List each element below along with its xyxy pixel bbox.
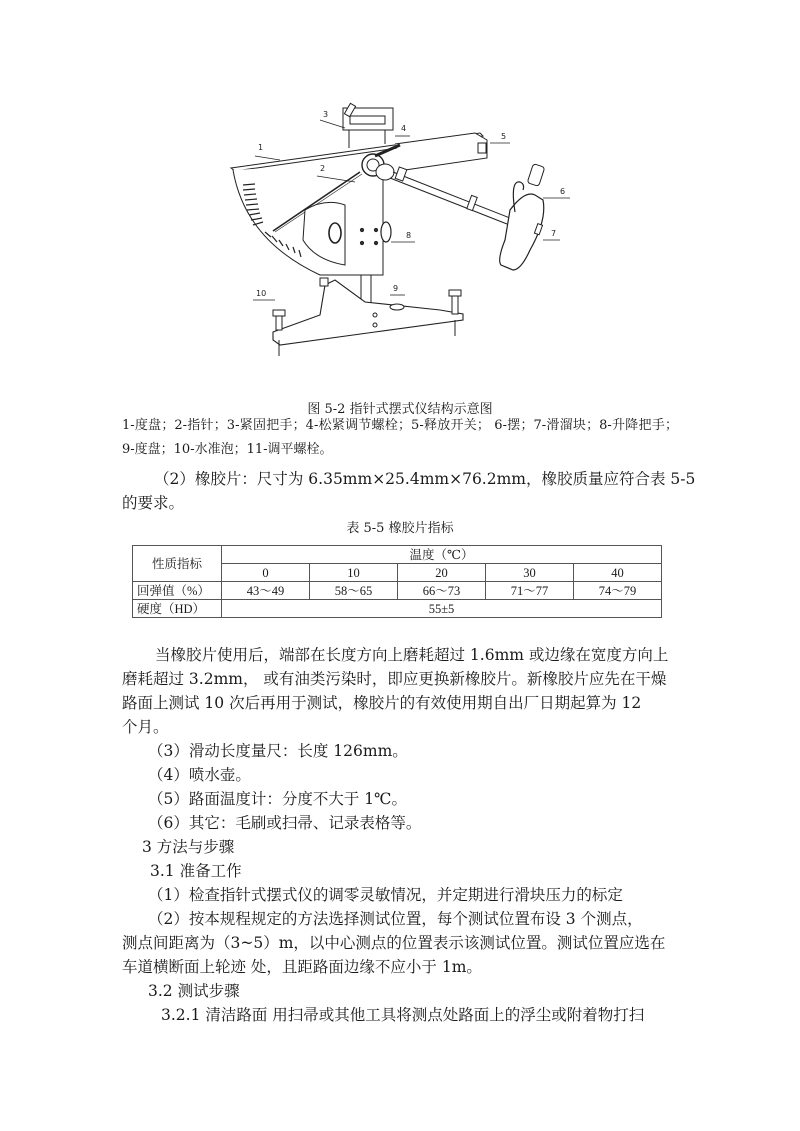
temp-cell: 40: [574, 564, 662, 582]
temp-cell: 0: [222, 564, 310, 582]
temp-cell: 10: [310, 564, 398, 582]
table-cell: 58～65: [310, 582, 398, 600]
pendulum-tester-diagram: [225, 100, 605, 370]
header-temperature: 温度（℃）: [222, 546, 662, 564]
table-cell: 74～79: [574, 582, 662, 600]
table-cell: 43～49: [222, 582, 310, 600]
wear-line-3: 路面上测试 10 次后再用于测试，橡胶片的有效使用期自出厂日期起算为 12: [122, 694, 642, 712]
callout-labels: [225, 100, 605, 370]
wear-line-4: 个月。: [122, 718, 169, 736]
callout-2: 2: [320, 164, 326, 173]
item-4: （4）喷水壶。: [148, 766, 251, 784]
callout-3: 3: [323, 110, 329, 119]
wear-line-2: 磨耗超过 3.2mm， 或有油类污染时，即应更换新橡胶片。新橡胶片应先在干燥: [122, 670, 667, 688]
figure-legend: 1-度盘；2-指针；3-紧固把手；4-松紧调节螺栓；5-释放开关； 6-摆；7-滑溜块；8-升降把手；9-度盘；10-水准泡；11-调平螺栓。: [122, 418, 678, 457]
table-cell: 66～73: [398, 582, 486, 600]
wear-line-1: 当橡胶片使用后，端部在长度方向上磨耗超过 1.6mm 或边缘在宽度方向上: [155, 646, 669, 664]
rubber-item: （2）橡胶片：尺寸为 6.35mm×25.4mm×76.2mm，橡胶质量应符合表 5-5: [154, 470, 696, 488]
rubber-spec-table: [132, 545, 662, 618]
table-caption: 表 5-5 橡胶片指标: [346, 521, 454, 536]
row-label: 回弹值（%）: [133, 582, 222, 600]
step-2-line-2: 测点间距离为（3~5）m，以中心测点的位置表示该测试位置。测试位置应选在: [122, 934, 666, 952]
item-3: （3）滑动长度量尺：长度 126mm。: [148, 742, 408, 760]
table-cell: 55±5: [222, 600, 662, 618]
callout-4: 4: [401, 124, 407, 133]
rubber-item-cont: 的要求。: [122, 494, 185, 512]
table-header-row: [133, 546, 662, 564]
section-3-2-heading: 3.2 测试步骤: [148, 982, 240, 1000]
figure-caption: 图 5-2 指针式摆式仪结构示意图: [307, 402, 493, 417]
item-6: （6）其它：毛刷或扫帚、记录表格等。: [148, 814, 422, 832]
step-2-line-1: （2）按本规程规定的方法选择测试位置，每个测试位置布设 3 个测点，: [148, 910, 643, 928]
step-3-2-1: 3.2.1 清洁路面 用扫帚或其他工具将测点处路面上的浮尘或附着物打扫: [161, 1006, 645, 1024]
temp-cell: 30: [486, 564, 574, 582]
row-label: 硬度（HD）: [133, 600, 222, 618]
callout-1: 1: [258, 143, 264, 152]
callout-10: 10: [256, 289, 267, 298]
table-row: [133, 582, 662, 600]
section-3-heading: 3 方法与步骤: [142, 838, 235, 856]
section-3-1-heading: 3.1 准备工作: [150, 862, 242, 880]
header-property: 性质指标: [133, 546, 222, 582]
table-row: [133, 600, 662, 618]
callout-9: 9: [393, 284, 399, 293]
table-cell: 71～77: [486, 582, 574, 600]
item-5: （5）路面温度计：分度不大于 1℃。: [148, 790, 407, 808]
step-2-line-3: 车道横断面上轮迹 处，且距路面边缘不应小于 1m。: [122, 958, 482, 976]
callout-7: 7: [551, 229, 557, 238]
temp-cell: 20: [398, 564, 486, 582]
callout-5: 5: [501, 132, 507, 141]
step-1: （1）检查指针式摆式仪的调零灵敏情况，并定期进行滑块压力的标定: [148, 886, 623, 904]
callout-6: 6: [560, 187, 566, 196]
callout-8: 8: [406, 231, 412, 240]
